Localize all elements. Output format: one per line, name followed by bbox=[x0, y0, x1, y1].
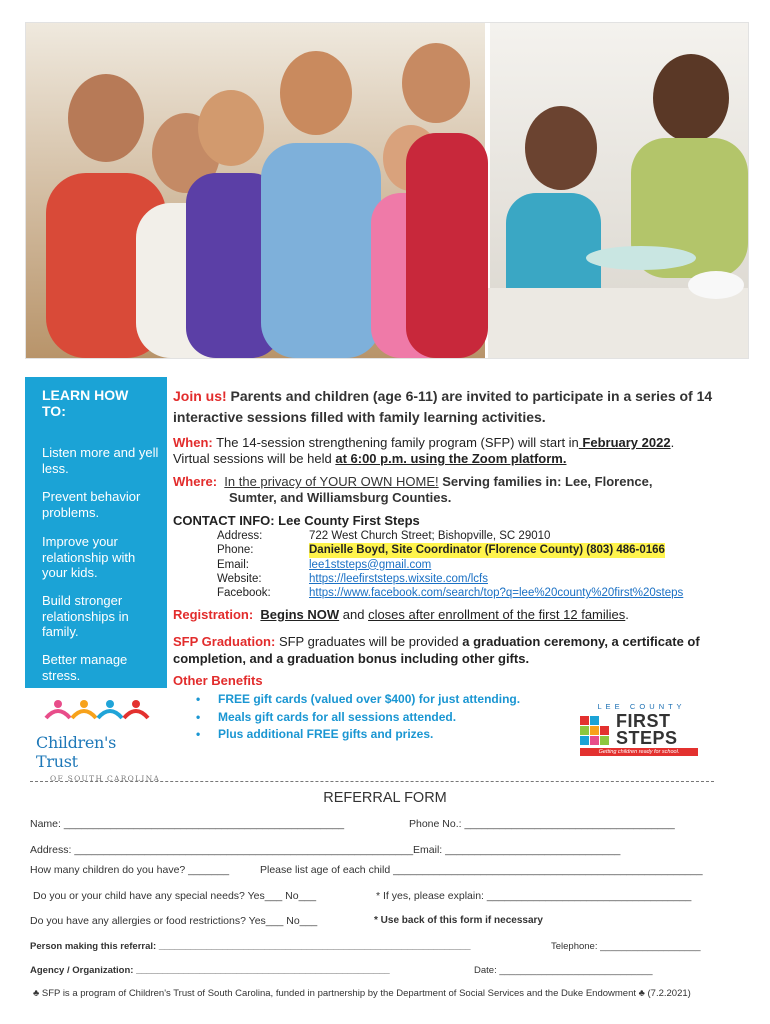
learn-how-sidebar bbox=[25, 377, 167, 688]
first-steps-line2: STEPS bbox=[616, 728, 678, 748]
sidebar-item-listen: Listen more and yell less. bbox=[42, 445, 159, 476]
blocks-icon bbox=[580, 716, 612, 751]
intro-lead: Join us! bbox=[173, 388, 227, 404]
when-line2: Virtual sessions will be held bbox=[173, 451, 336, 466]
intro-text: Parents and children (age 6-11) are invited to participate in a series of 14 interactive sessions filled with family learning activities. bbox=[173, 388, 713, 425]
benefit-item: • Plus additional FREE gifts and prizes. bbox=[196, 727, 434, 741]
telephone-field[interactable]: Telephone: ___________________ bbox=[551, 941, 701, 952]
contact-row-facebook bbox=[217, 586, 747, 600]
contact-table bbox=[217, 529, 747, 600]
when-label: When: bbox=[173, 435, 213, 450]
benefits-list bbox=[196, 691, 576, 744]
sidebar-item-family: Build stronger relationships in family. bbox=[42, 593, 129, 639]
date-field[interactable]: Date: _____________________________ bbox=[474, 965, 653, 976]
email-link[interactable]: lee1ststeps@gmail.com bbox=[309, 558, 432, 571]
contact-label: Facebook: bbox=[217, 587, 271, 600]
childrens-trust-name: Children's Trust bbox=[36, 733, 117, 771]
contact-label: Phone: bbox=[217, 544, 254, 557]
childrens-trust-figures-icon bbox=[36, 696, 161, 726]
graduation-bold: a graduation ceremony, a certificate of completion, and a graduation bonus including other gifts. bbox=[173, 634, 700, 666]
contact-row-website bbox=[217, 572, 747, 586]
where-place: In the privacy of YOUR OWN HOME! bbox=[224, 474, 439, 489]
contact-row-address bbox=[217, 529, 747, 543]
referral-form-title: REFERRAL FORM bbox=[323, 790, 447, 806]
contact-value: 722 West Church Street; Bishopville, SC 29010 bbox=[309, 530, 551, 542]
name-field[interactable]: Name: ________________________________________________ bbox=[30, 818, 345, 830]
phone-field[interactable]: Phone No.: ____________________________________ bbox=[409, 818, 675, 830]
header-photo bbox=[25, 22, 749, 359]
sidebar-item-stress: Better manage stress. bbox=[42, 652, 128, 683]
graduation-label: SFP Graduation: bbox=[173, 634, 276, 649]
where-text2: Sumter, and Williamsburg Counties. bbox=[229, 490, 452, 505]
when-time: at 6:00 p.m. using the Zoom platform. bbox=[335, 451, 567, 466]
address-email-field[interactable]: Address: __________________________________________________________Email: ______________________________ bbox=[30, 844, 621, 856]
where-section bbox=[173, 474, 743, 506]
contact-value: Danielle Boyd, Site Coordinator (Florence County) (803) 486-0166 bbox=[309, 544, 665, 557]
contact-label: Address: bbox=[217, 530, 263, 542]
registration-and: and bbox=[339, 607, 369, 622]
children-count-field[interactable]: How many children do you have? _______ bbox=[30, 864, 230, 876]
when-end: . bbox=[670, 435, 675, 450]
referrer-field[interactable]: Person making this referral: ___________________________________________________________ bbox=[30, 941, 471, 952]
allergies-field[interactable]: Do you have any allergies or food restrictions? Yes___ No___ bbox=[30, 915, 318, 927]
family-photo-illustration bbox=[26, 23, 748, 358]
when-text: The 14-session strengthening family program (SFP) will start in bbox=[212, 435, 579, 450]
contact-row-email bbox=[217, 558, 747, 572]
agency-field[interactable]: Agency / Organization: ________________________________________________ bbox=[30, 965, 390, 976]
registration-section bbox=[173, 607, 743, 622]
back-note: * Use back of this form if necessary bbox=[374, 915, 543, 926]
graduation-text: SFP graduates will be provided bbox=[275, 634, 463, 649]
registration-label: Registration: bbox=[173, 607, 254, 622]
benefit-item: • Meals gift cards for all sessions attended. bbox=[196, 709, 457, 724]
cut-line bbox=[30, 781, 714, 782]
registration-end: . bbox=[625, 607, 629, 622]
registration-begins: Begins NOW bbox=[260, 607, 340, 622]
special-needs-field[interactable]: Do you or your child have any special needs? Yes___ No___ bbox=[33, 890, 317, 902]
childrens-trust-sub: OF SOUTH CAROLINA bbox=[50, 774, 161, 783]
graduation-section bbox=[173, 633, 743, 667]
where-text: Serving families in: Lee, Florence, bbox=[438, 474, 653, 489]
footer-note: ♣ SFP is a program of Children's Trust of South Carolina, funded in partnership by the Department of Social Services and the Duke Endowment ♣ (7.2.2021) bbox=[33, 988, 691, 999]
where-label: Where: bbox=[173, 474, 218, 489]
first-steps-logo bbox=[580, 702, 700, 760]
contact-label: Email: bbox=[217, 558, 249, 571]
explain-field[interactable]: * If yes, please explain: ___________________________________ bbox=[376, 890, 692, 902]
first-steps-tagline: Getting children ready for school. bbox=[580, 748, 698, 756]
contact-row-phone bbox=[217, 543, 747, 557]
when-date: February 2022 bbox=[578, 435, 671, 450]
contact-heading: CONTACT INFO: Lee County First Steps bbox=[173, 513, 420, 528]
benefits-heading: Other Benefits bbox=[173, 673, 263, 688]
contact-label: Website: bbox=[217, 572, 262, 585]
children-ages-field[interactable]: Please list age of each child _____________________________________________________ bbox=[260, 864, 703, 876]
first-steps-county: L E E C O U N T Y bbox=[597, 702, 683, 711]
facebook-link[interactable]: https://www.facebook.com/search/top?q=lee%20county%20first%20steps bbox=[309, 587, 684, 600]
registration-closes: closes after enrollment of the first 12 families bbox=[368, 607, 626, 622]
sidebar-item-relationship: Improve your relationship with your kids. bbox=[42, 534, 136, 580]
sidebar-item-prevent: Prevent behavior problems. bbox=[42, 489, 141, 520]
website-link[interactable]: https://leefirststeps.wixsite.com/lcfs bbox=[309, 572, 488, 585]
first-steps-line1: FIRST bbox=[616, 711, 671, 731]
when-section bbox=[173, 435, 743, 467]
benefit-item: • FREE gift cards (valued over $400) for just attending. bbox=[196, 692, 521, 706]
sidebar-title: LEARN HOW TO: bbox=[42, 387, 129, 419]
intro-paragraph bbox=[173, 386, 743, 428]
childrens-trust-logo bbox=[36, 696, 161, 783]
